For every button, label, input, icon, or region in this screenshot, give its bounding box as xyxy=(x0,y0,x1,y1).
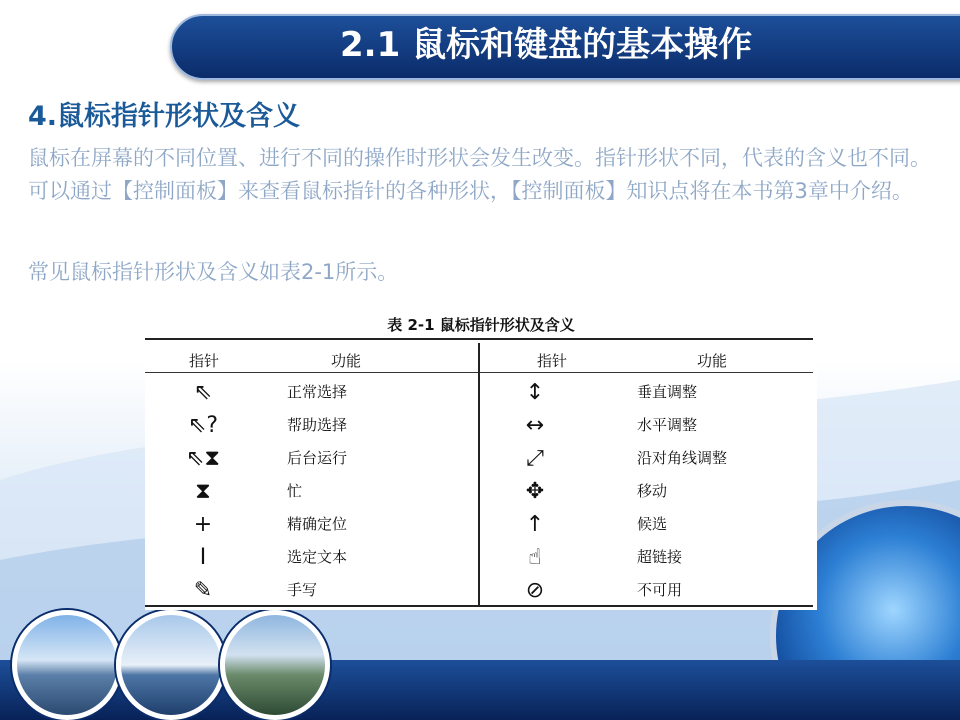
header-function-left: 功能 xyxy=(331,352,362,370)
ship-photo xyxy=(116,610,226,720)
header-pointer-left: 指针 xyxy=(189,352,220,370)
train-photo xyxy=(220,610,330,720)
diagonal-resize-icon: ⤢ xyxy=(526,445,544,471)
alternate-select-icon: ↑ xyxy=(525,511,545,537)
table-caption: 表 2-1 鼠标指针形状及含义 xyxy=(387,316,575,334)
function-label: 手写 xyxy=(287,581,318,599)
function-label: 后台运行 xyxy=(287,449,348,467)
slide-title: 2.1 鼠标和键盘的基本操作 xyxy=(340,25,753,65)
intro-paragraph: 鼠标在屏幕的不同位置、进行不同的操作时形状会发生改变。指针形状不同，代表的含义也不同。可以通过【控制面板】来查看鼠标指针的各种形状，【控制面板】知识点将在本书第3章中介绍。 xyxy=(28,146,931,203)
function-label: 超链接 xyxy=(637,548,683,566)
table-divider xyxy=(478,343,480,606)
crosshair-icon: + xyxy=(193,511,213,537)
header-pointer-right: 指针 xyxy=(537,352,568,370)
function-label: 移动 xyxy=(637,482,668,500)
arrow-pointer-icon: ⇖ xyxy=(193,379,213,405)
function-label: 正常选择 xyxy=(287,383,348,401)
vertical-resize-icon: ↕ xyxy=(525,379,545,405)
function-label: 垂直调整 xyxy=(637,383,698,401)
function-label: 帮助选择 xyxy=(287,416,348,434)
horizontal-resize-icon: ↔ xyxy=(525,412,545,438)
function-label: 忙 xyxy=(287,482,303,500)
function-label: 选定文本 xyxy=(287,548,348,566)
section-heading: 4.鼠标指针形状及含义 xyxy=(28,101,301,132)
hand-link-icon: ☝ xyxy=(528,544,542,570)
hourglass-icon: ⧗ xyxy=(195,478,211,504)
text-cursor-icon: I xyxy=(199,544,207,570)
pointer-table xyxy=(145,310,817,610)
function-label: 精确定位 xyxy=(287,515,348,533)
table-top-rule xyxy=(145,338,813,340)
busy-background-pointer-icon: ⇖⧗ xyxy=(186,445,220,471)
move-icon: ✥ xyxy=(525,478,545,504)
pen-icon: ✎ xyxy=(193,577,213,603)
function-label: 水平调整 xyxy=(637,416,698,434)
function-label: 候选 xyxy=(637,515,668,533)
header-function-right: 功能 xyxy=(697,352,728,370)
truck-photo xyxy=(12,610,122,720)
unavailable-icon: ⊘ xyxy=(525,577,545,603)
help-pointer-icon: ⇖? xyxy=(187,412,219,438)
table-reference-paragraph: 常见鼠标指针形状及含义如表2-1所示。 xyxy=(28,260,399,284)
function-label: 不可用 xyxy=(637,581,683,599)
function-label: 沿对角线调整 xyxy=(637,449,728,467)
